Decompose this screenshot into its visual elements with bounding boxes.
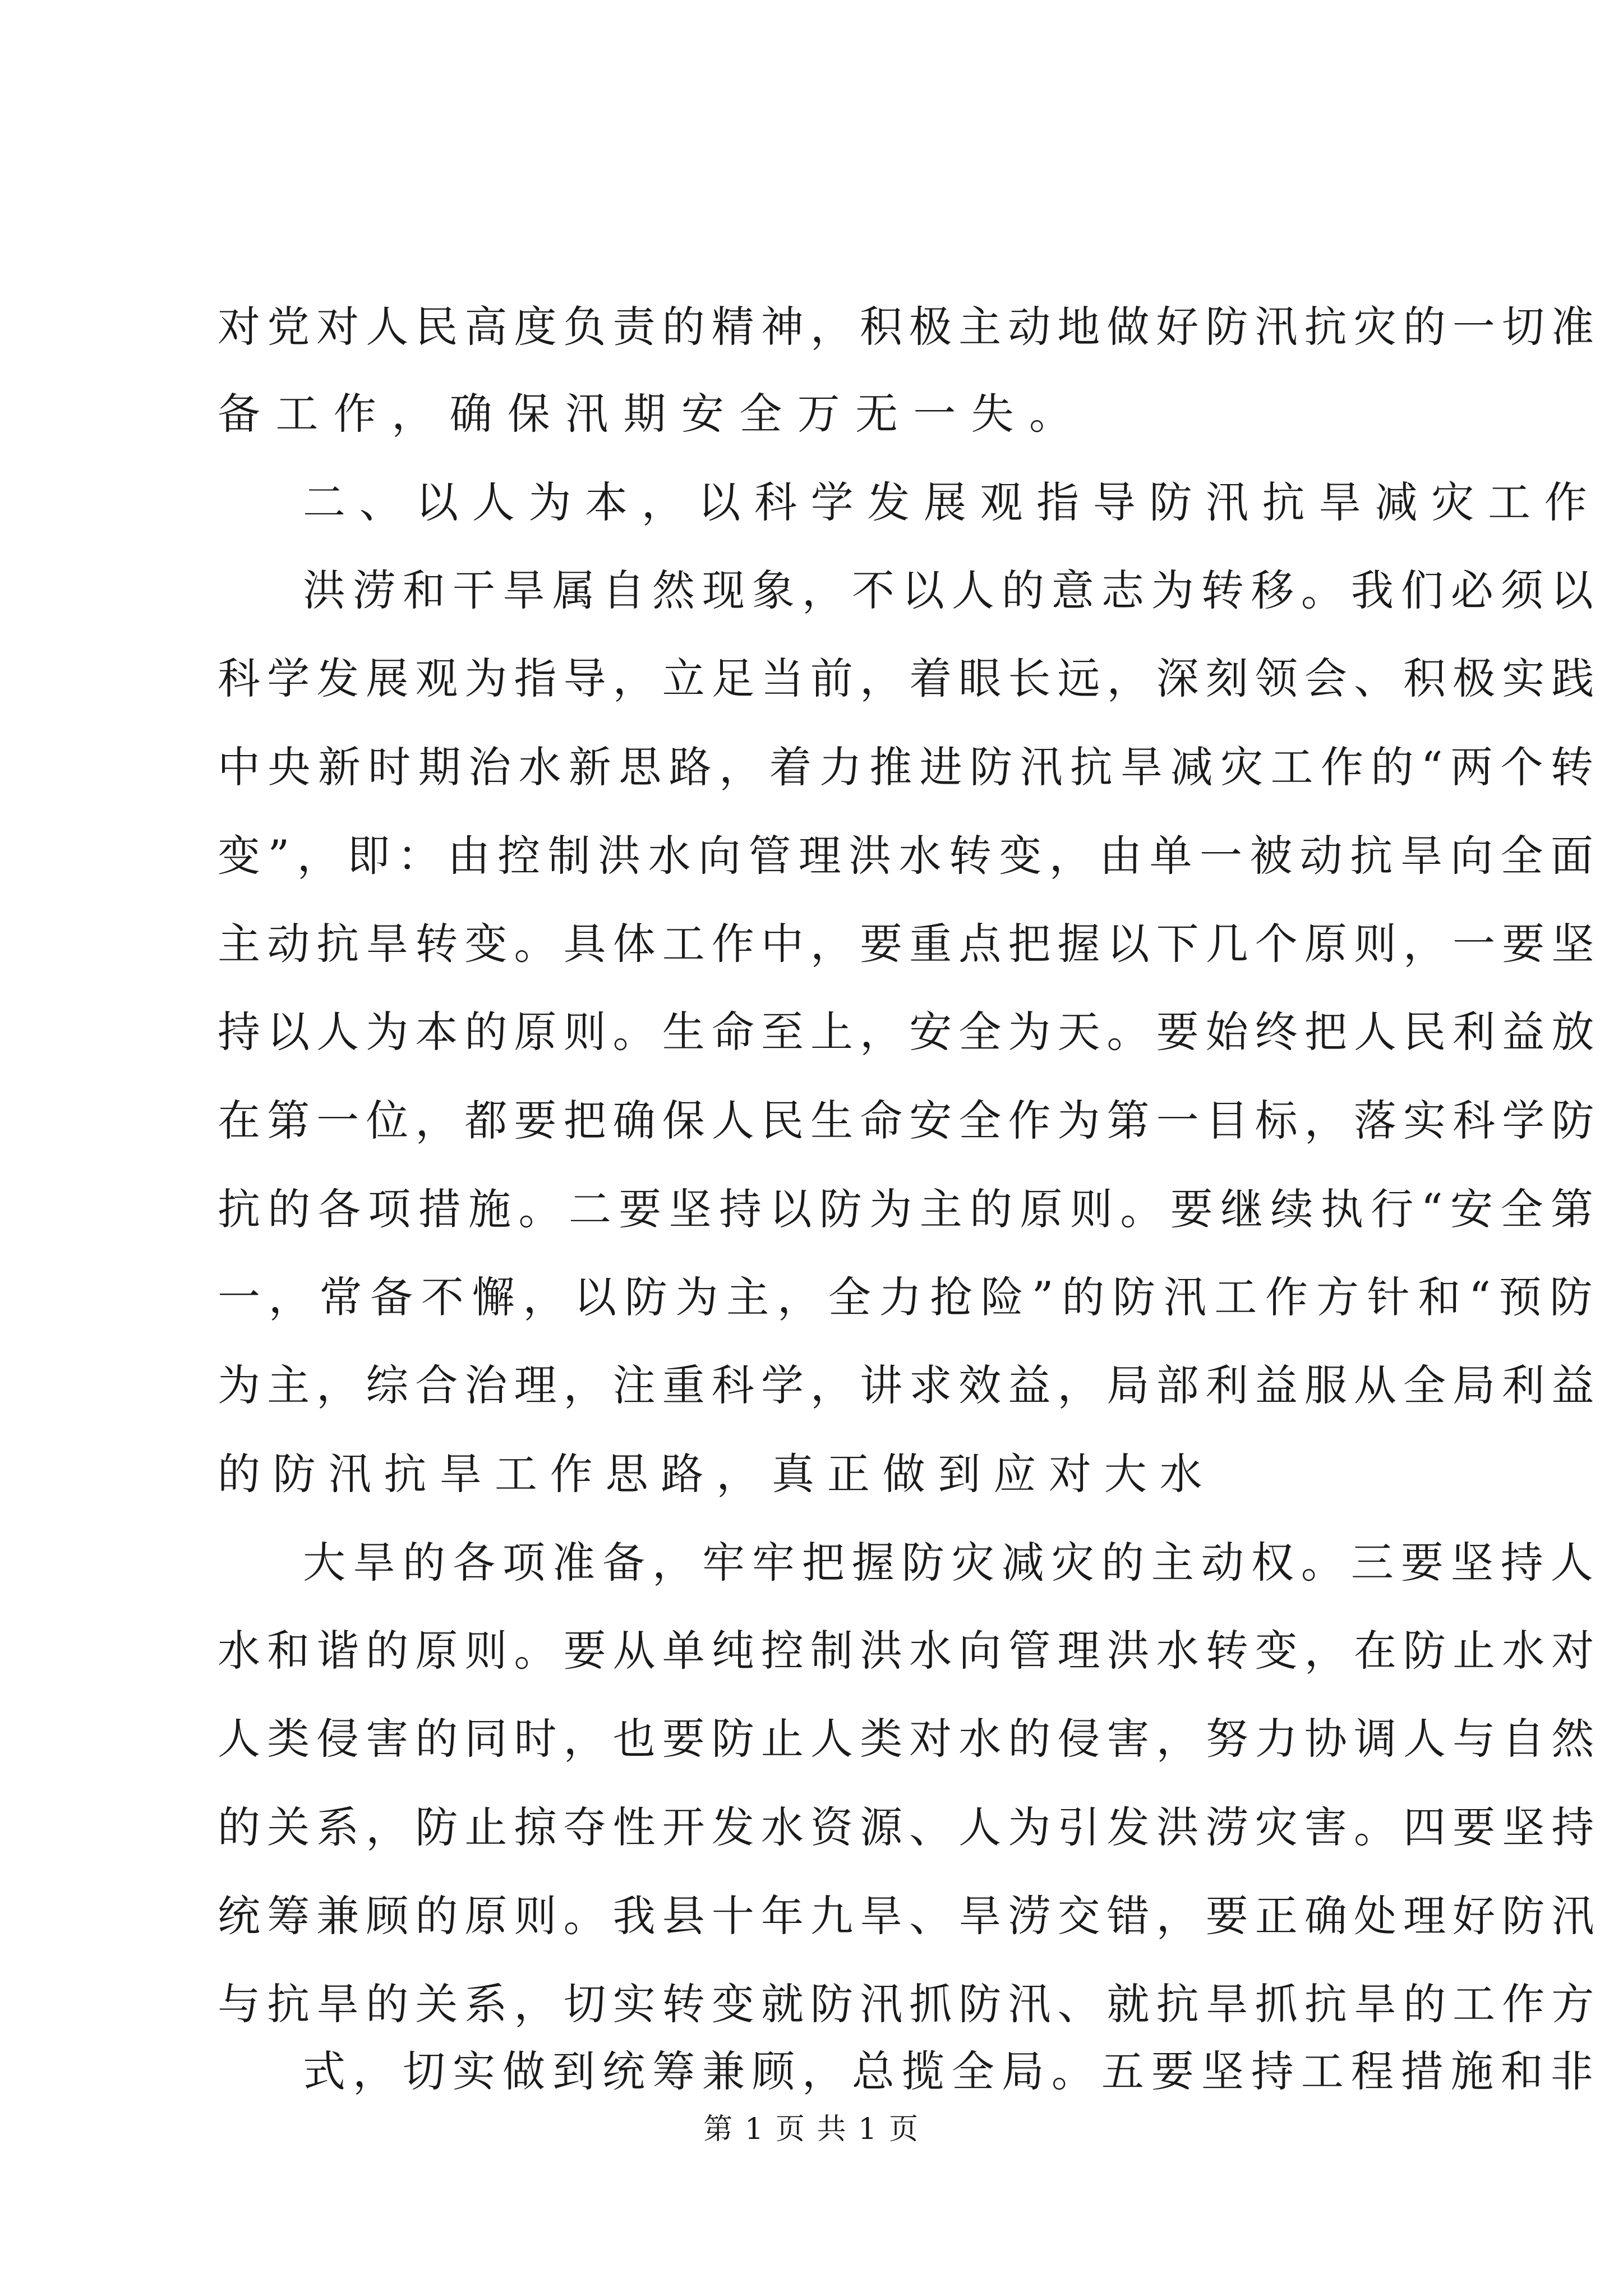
text-line: 与抗旱的关系，切实转变就防汛抓防汛、就抗旱抓抗旱的工作方 (218, 1979, 1601, 2029)
text-line: 洪涝和干旱属自然现象，不以人的意志为转移。我们必须以 (303, 565, 1601, 615)
text-line: 在第一位，都要把确保人民生命安全作为第一目标，落实科学防 (218, 1096, 1601, 1145)
text-line: 中央新时期治水新思路，着力推进防汛抗旱减灾工作的“两个转 (218, 742, 1601, 792)
text-line: 一，常备不懈，以防为主，全力抢险”的防汛工作方针和“预防 (218, 1272, 1601, 1322)
text-line: 式，切实做到统筹兼顾，总揽全局。五要坚持工程措施和非 (303, 2046, 1601, 2096)
text-line: 变”，即：由控制洪水向管理洪水转变，由单一被动抗旱向全面 (218, 831, 1601, 881)
text-line: 为主，综合治理，注重科学，讲求效益，局部利益服从全局利益 (218, 1360, 1601, 1410)
page-footer: 第 1 页 共 1 页 (703, 2113, 920, 2146)
text-line: 水和谐的原则。要从单纯控制洪水向管理洪水转变，在防止水对 (218, 1626, 1601, 1676)
text-line: 大旱的各项准备，牢牢把握防灾减灾的主动权。三要坚持人 (303, 1538, 1601, 1588)
text-line: 的关系，防止掠夺性开发水资源、人为引发洪涝灾害。四要坚持 (218, 1802, 1601, 1852)
section-heading: 二、以人为本，以科学发展观指导防汛抗旱减灾工作 (303, 477, 1601, 527)
text-line: 人类侵害的同时，也要防止人类对水的侵害，努力协调人与自然 (218, 1714, 1601, 1764)
text-line: 的防汛抗旱工作思路，真正做到应对大水 (218, 1449, 1215, 1499)
text-line: 主动抗旱转变。具体工作中，要重点把握以下几个原则，一要坚 (218, 919, 1601, 969)
text-line: 抗的各项措施。二要坚持以防为主的原则。要继续执行“安全第 (218, 1184, 1601, 1234)
text-line: 科学发展观为指导，立足当前，着眼长远，深刻领会、积极实践 (218, 654, 1601, 703)
text-line: 持以人为本的原则。生命至上，安全为天。要始终把人民利益放 (218, 1007, 1601, 1057)
text-line: 对党对人民高度负责的精神，积极主动地做好防汛抗灾的一切准 (218, 302, 1601, 352)
text-line: 统筹兼顾的原则。我县十年九旱、旱涝交错，要正确处理好防汛 (218, 1891, 1601, 1941)
text-line: 备工作，确保汛期安全万无一失。 (218, 389, 1087, 439)
